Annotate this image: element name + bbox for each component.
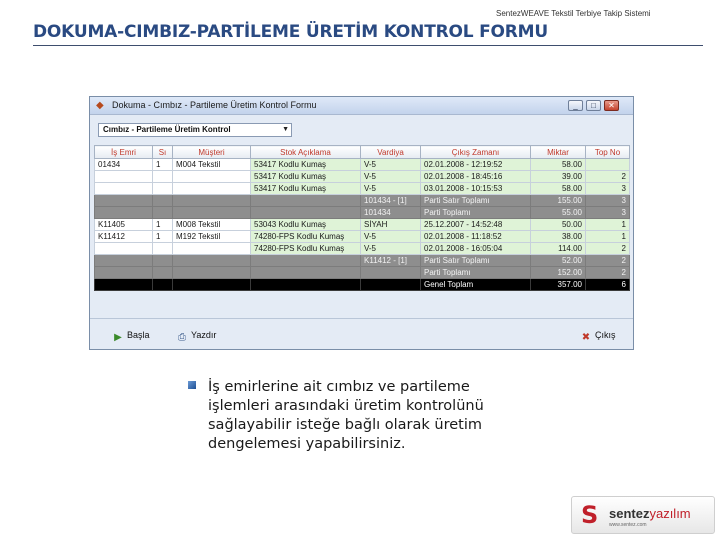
table-cell: 02.01.2008 - 18:45:16 <box>421 171 531 183</box>
table-cell: V-5 <box>361 183 421 195</box>
printer-icon: ⎙ <box>178 332 186 343</box>
column-header[interactable]: Sı <box>153 146 173 159</box>
maximize-button[interactable]: □ <box>586 100 601 111</box>
table-cell <box>153 255 173 267</box>
table-cell: 1 <box>153 159 173 171</box>
table-cell: V-5 <box>361 231 421 243</box>
table-cell: 6 <box>586 279 630 291</box>
table-cell: V-5 <box>361 171 421 183</box>
table-cell: Parti Satır Toplamı <box>421 255 531 267</box>
table-cell <box>153 183 173 195</box>
bullet-icon <box>188 381 196 389</box>
table-cell: 3 <box>586 183 630 195</box>
production-grid <box>94 145 630 291</box>
table-cell: 1 <box>153 219 173 231</box>
table-cell: 2 <box>586 243 630 255</box>
table-cell <box>173 171 251 183</box>
chevron-down-icon[interactable]: ▼ <box>282 126 289 133</box>
window-footer <box>90 318 633 349</box>
table-cell <box>251 255 361 267</box>
table-cell: 39.00 <box>531 171 586 183</box>
table-cell <box>95 267 153 279</box>
table-cell: 01434 <box>95 159 153 171</box>
subtotal-row[interactable] <box>95 267 630 279</box>
table-cell: 74280-FPS Kodlu Kumaş <box>251 231 361 243</box>
table-cell: 52.00 <box>531 255 586 267</box>
print-button[interactable] <box>176 328 216 342</box>
table-cell <box>95 171 153 183</box>
table-cell: 38.00 <box>531 231 586 243</box>
table-cell: V-5 <box>361 243 421 255</box>
table-cell: 74280-FPS Kodlu Kumaş <box>251 243 361 255</box>
table-cell: V-5 <box>361 159 421 171</box>
table-cell <box>153 279 173 291</box>
logo-url: www.sentez.com <box>609 522 647 528</box>
grand-total-row[interactable] <box>95 279 630 291</box>
table-cell <box>173 267 251 279</box>
table-cell <box>586 159 630 171</box>
table-cell: 25.12.2007 - 14:52:48 <box>421 219 531 231</box>
table-cell: 53043 Kodlu Kumaş <box>251 219 361 231</box>
table-cell: 155.00 <box>531 195 586 207</box>
table-cell: M008 Tekstil <box>173 219 251 231</box>
table-row[interactable] <box>95 171 630 183</box>
table-cell: 357.00 <box>531 279 586 291</box>
table-cell <box>173 207 251 219</box>
table-cell <box>153 171 173 183</box>
bullet-point <box>188 378 518 454</box>
table-cell: 2 <box>586 267 630 279</box>
column-header[interactable]: Çıkış Zamanı <box>421 146 531 159</box>
table-cell: 58.00 <box>531 159 586 171</box>
table-cell: SİYAH <box>361 219 421 231</box>
table-cell: 1 <box>586 219 630 231</box>
table-cell <box>153 243 173 255</box>
company-logo <box>571 496 715 534</box>
minimize-button[interactable]: _ <box>568 100 583 111</box>
brand-text: SentezWEAVE Tekstil Terbiye Takip Sistemi <box>496 9 651 18</box>
app-icon: ◆ <box>96 100 104 111</box>
table-cell: 58.00 <box>531 183 586 195</box>
window-titlebar[interactable] <box>90 97 633 115</box>
exit-button[interactable] <box>580 328 616 342</box>
table-cell: 53417 Kodlu Kumaş <box>251 183 361 195</box>
table-cell: K11405 <box>95 219 153 231</box>
print-button-label: Yazdır <box>191 330 217 340</box>
window-title: Dokuma - Cımbız - Partileme Üretim Kontrol Formu <box>112 100 317 110</box>
slide-title: DOKUMA-CIMBIZ-PARTİLEME ÜRETİM KONTROL FORMU <box>33 22 548 42</box>
table-cell <box>173 243 251 255</box>
table-cell <box>251 207 361 219</box>
table-cell <box>95 207 153 219</box>
column-header[interactable]: Top No <box>586 146 630 159</box>
table-cell: Parti Satır Toplamı <box>421 195 531 207</box>
table-cell: 101434 <box>361 207 421 219</box>
run-icon: ▶ <box>114 332 122 343</box>
app-window <box>89 96 634 350</box>
table-cell: 2 <box>586 255 630 267</box>
table-cell: 03.01.2008 - 10:15:53 <box>421 183 531 195</box>
logo-name-accent: yazılım <box>649 506 691 521</box>
grid-body <box>95 159 630 291</box>
table-cell: 02.01.2008 - 11:18:52 <box>421 231 531 243</box>
report-type-select[interactable] <box>98 123 292 137</box>
table-cell: 3 <box>586 195 630 207</box>
table-cell: 02.01.2008 - 16:05:04 <box>421 243 531 255</box>
table-cell: M192 Tekstil <box>173 231 251 243</box>
table-cell <box>361 279 421 291</box>
table-row[interactable] <box>95 219 630 231</box>
title-divider <box>33 45 703 46</box>
report-type-value: Cımbız - Partileme Üretim Kontrol <box>103 125 231 134</box>
table-cell <box>173 195 251 207</box>
exit-button-label: Çıkış <box>595 330 616 340</box>
table-cell: 50.00 <box>531 219 586 231</box>
table-cell <box>251 267 361 279</box>
table-row[interactable] <box>95 243 630 255</box>
table-cell: 2 <box>586 171 630 183</box>
bullet-text: İş emirlerine ait cımbız ve partileme işlemleri arasındaki üretim kontrolünü sağlayabilir isteğe bağlı olarak üretim dengelemesi yapabilirsiniz. <box>208 379 484 452</box>
table-cell <box>95 279 153 291</box>
table-cell: Genel Toplam <box>421 279 531 291</box>
table-cell: 101434 - [1] <box>361 195 421 207</box>
table-cell: 02.01.2008 - 12:19:52 <box>421 159 531 171</box>
subtotal-row[interactable] <box>95 207 630 219</box>
table-row[interactable] <box>95 159 630 171</box>
table-cell: Parti Toplamı <box>421 207 531 219</box>
start-button-label: Başla <box>127 330 150 340</box>
logo-name <box>609 506 691 521</box>
grid-header-row <box>95 146 630 159</box>
table-cell <box>173 255 251 267</box>
table-cell: M004 Tekstil <box>173 159 251 171</box>
table-cell: 55.00 <box>531 207 586 219</box>
table-cell <box>95 183 153 195</box>
table-cell <box>173 279 251 291</box>
table-cell <box>153 195 173 207</box>
table-cell <box>95 255 153 267</box>
table-row[interactable] <box>95 183 630 195</box>
column-header[interactable]: Stok Açıklama <box>251 146 361 159</box>
table-cell <box>173 183 251 195</box>
table-cell: K11412 <box>95 231 153 243</box>
start-button[interactable] <box>112 328 150 342</box>
table-cell: 53417 Kodlu Kumaş <box>251 171 361 183</box>
table-cell <box>251 279 361 291</box>
logo-name-main: sentez <box>609 506 650 521</box>
column-header[interactable]: Vardiya <box>361 146 421 159</box>
table-cell <box>153 207 173 219</box>
logo-mark: S <box>581 501 599 529</box>
table-cell: 152.00 <box>531 267 586 279</box>
table-cell: 53417 Kodlu Kumaş <box>251 159 361 171</box>
column-header[interactable]: İş Emri <box>95 146 153 159</box>
exit-icon: ✖ <box>581 332 591 343</box>
table-cell: 1 <box>153 231 173 243</box>
table-cell: 3 <box>586 207 630 219</box>
table-cell: Parti Toplamı <box>421 267 531 279</box>
column-header[interactable]: Miktar <box>531 146 586 159</box>
column-header[interactable]: Müşteri <box>173 146 251 159</box>
table-cell <box>251 195 361 207</box>
table-cell: 1 <box>586 231 630 243</box>
table-cell <box>153 267 173 279</box>
table-cell: 114.00 <box>531 243 586 255</box>
subtotal-row[interactable] <box>95 255 630 267</box>
table-cell <box>95 243 153 255</box>
table-cell <box>95 195 153 207</box>
close-button[interactable]: ✕ <box>604 100 619 111</box>
subtotal-row[interactable] <box>95 195 630 207</box>
table-row[interactable] <box>95 231 630 243</box>
table-cell <box>361 267 421 279</box>
table-cell: K11412 - [1] <box>361 255 421 267</box>
